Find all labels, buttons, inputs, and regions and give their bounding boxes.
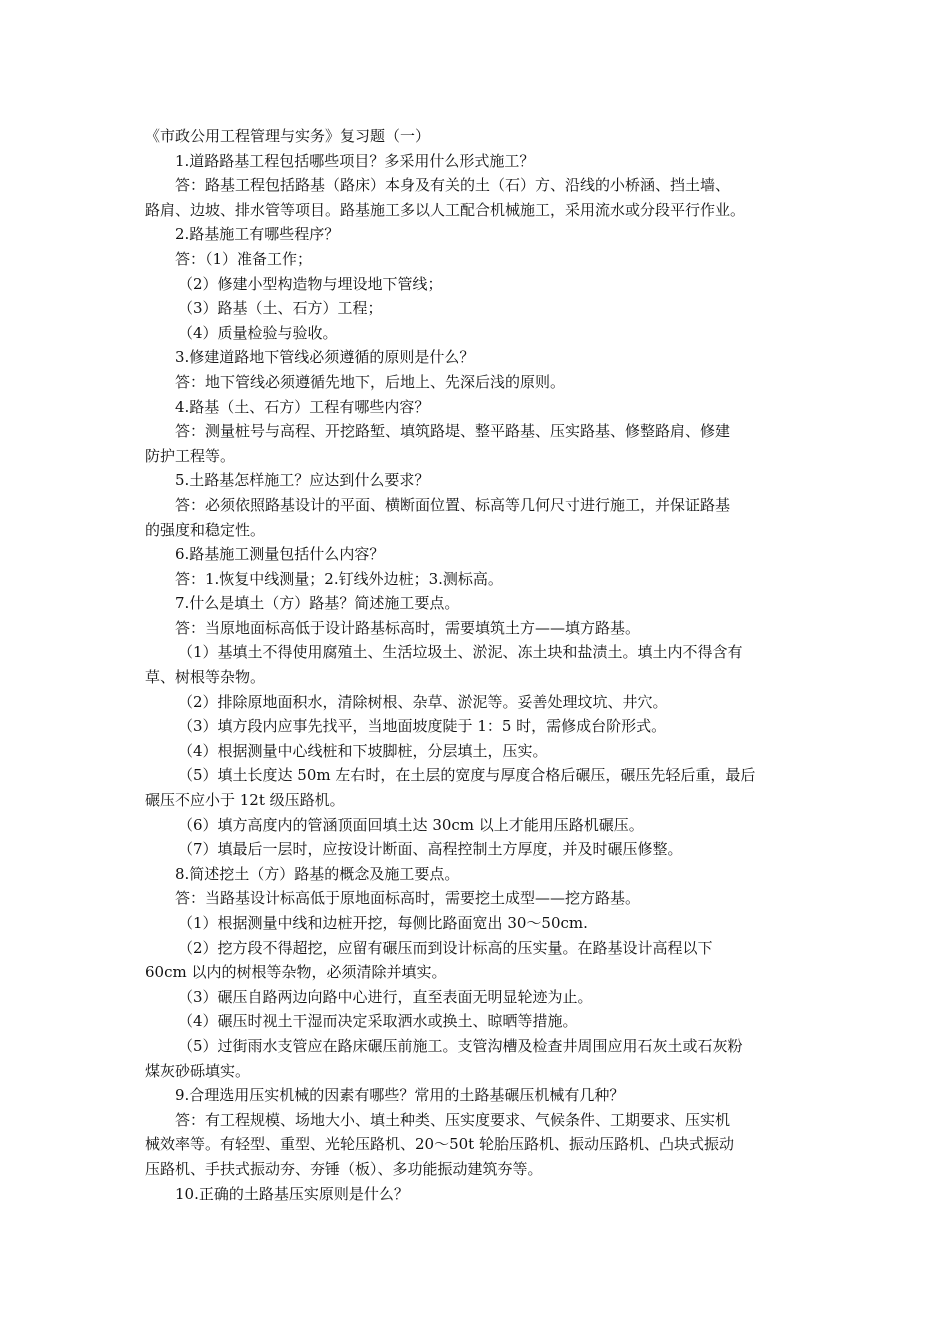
text-line: 5.土路基怎样施工？应达到什么要求？ [175,471,430,490]
text-line: 答：当原地面标高低于设计路基标高时，需要填筑土方——填方路基。 [175,618,641,637]
text-line: （4）根据测量中心线桩和下坡脚桩，分层填土，压实。 [178,741,548,760]
text-line: 1.道路路基工程包括哪些项目？多采用什么形式施工？ [175,151,535,170]
text-line: 2.路基施工有哪些程序？ [175,225,340,244]
text-line: 答：测量桩号与高程、开挖路堑、填筑路堤、整平路基、压实路基、修整路肩、修建 [175,422,731,441]
text-line: （5）填土长度达 50m 左右时，在土层的宽度与厚度合格后碾压，碾压先轻后重，最后 [178,766,756,785]
text-line: 路肩、边坡、排水管等项目。路基施工多以人工配合机械施工，采用流水或分段平行作业。 [145,200,746,219]
text-line: （2）修建小型构造物与埋设地下管线； [178,274,443,293]
text-line: 煤灰砂砾填实。 [145,1061,251,1080]
text-line: 3.修建道路地下管线必须遵循的原则是什么？ [175,348,475,367]
text-line: （7）填最后一层时，应按设计断面、高程控制土方厚度，并及时碾压修整。 [178,840,683,859]
text-line: （4）碾压时视土干湿而决定采取洒水或换土、晾晒等措施。 [178,1012,578,1031]
text-line: （6）填方高度内的管涵顶面回填土达 30cm 以上才能用压路机碾压。 [178,815,644,834]
text-line: 6.路基施工测量包括什么内容？ [175,545,385,564]
text-line: （4）质量检验与验收。 [178,323,338,342]
text-line: 答：地下管线必须遵循先地下，后地上、先深后浅的原则。 [175,372,566,391]
text-line: （3）填方段内应事先找平，当地面坡度陡于 1：5 时，需修成台阶形式。 [178,717,667,736]
text-line: 答：必须依照路基设计的平面、横断面位置、标高等几何尺寸进行施工，并保证路基 [175,495,731,514]
text-line: 答：路基工程包括路基（路床）本身及有关的土（石）方、沿线的小桥涵、挡土墙、 [175,176,731,195]
text-line: 答：有工程规模、场地大小、填土种类、压实度要求、气候条件、工期要求、压实机 [175,1110,731,1129]
text-line: （2）挖方段不得超挖，应留有碾压而到设计标高的压实量。在路基设计高程以下 [178,938,713,957]
text-line: 压路机、手扶式振动夯、夯锤（板）、多功能振动建筑夯等。 [145,1159,543,1178]
text-line: 草、树根等杂物。 [145,668,266,687]
text-line: 防护工程等。 [145,446,236,465]
text-line: （1）基填土不得使用腐殖土、生活垃圾土、淤泥、冻土块和盐渍土。填土内不得含有 [178,643,743,662]
text-line: 7.什么是填土（方）路基？简述施工要点。 [175,594,460,613]
text-line: 9.合理选用压实机械的因素有哪些？常用的土路基碾压机械有几种？ [175,1086,625,1105]
document-title: 《市政公用工程管理与实务》复习题（一） [145,127,431,145]
text-line: 的强度和稳定性。 [145,520,266,539]
text-line: 10.正确的土路基压实原则是什么？ [175,1184,409,1203]
text-line: 答：当路基设计标高低于原地面标高时，需要挖土成型——挖方路基。 [175,889,641,908]
text-line: （3）碾压自路两边向路中心进行，直至表面无明显轮迹为止。 [178,987,593,1006]
text-line: 答：（1）准备工作； [175,249,313,268]
text-line: （2）排除原地面积水，清除树根、杂草、淤泥等。妥善处理坟坑、井穴。 [178,692,668,711]
text-line: 8.简述挖土（方）路基的概念及施工要点。 [175,864,460,883]
text-line: （3）路基（土、石方）工程； [178,299,383,318]
text-line: （1）根据测量中线和边桩开挖，每侧比路面宽出 30～50cm. [178,914,588,932]
text-line: 4.路基（土、石方）工程有哪些内容？ [175,397,430,416]
text-line: 答：1.恢复中线测量；2.钉线外边桩；3.测标高。 [175,569,503,588]
document-body [145,124,810,1206]
text-line: （5）过街雨水支管应在路床碾压前施工。支管沟槽及检查井周围应用石灰土或石灰粉 [178,1036,743,1055]
text-line: 60cm 以内的树根等杂物，必须清除并填实。 [145,963,447,982]
text-line: 碾压不应小于 12t 级压路机。 [145,791,345,810]
text-line: 械效率等。有轻型、重型、光轮压路机、20～50t 轮胎压路机、振动压路机、凸块式振动 [145,1135,734,1154]
